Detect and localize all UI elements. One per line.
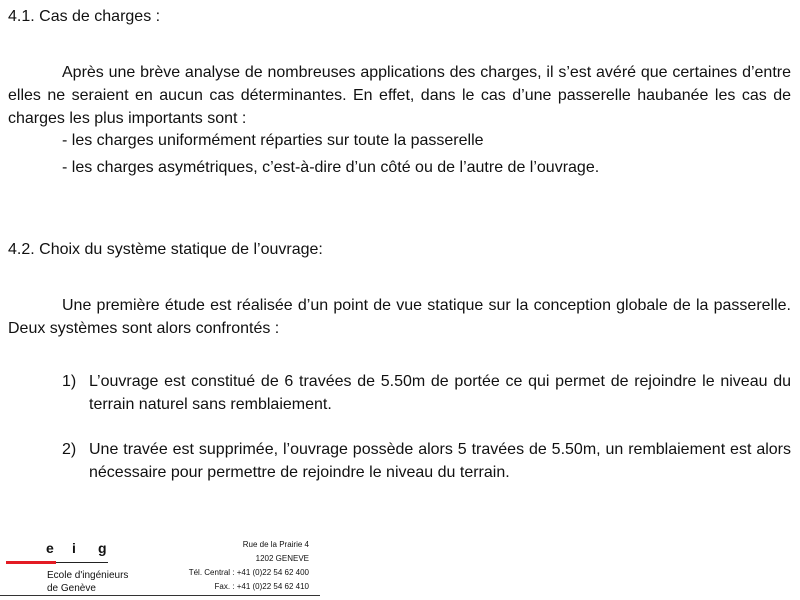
logo-letter-e: e: [46, 540, 54, 556]
list-item-uniform-loads: - les charges uniformément réparties sur toute la passerelle: [62, 132, 484, 149]
footer-divider: [0, 595, 320, 596]
address-phone: Tél. Central : +41 (0)22 54 62 400: [188, 568, 309, 577]
list-item-option-2: [62, 438, 791, 484]
section-heading-4-1: 4.1. Cas de charges :: [8, 8, 161, 25]
list-item-option-1: [62, 370, 791, 416]
logo-letter-g: g: [98, 540, 107, 556]
list-number: 1): [62, 373, 77, 390]
logo-rule: [56, 562, 108, 563]
school-name-line2: de Genève: [47, 583, 96, 594]
list-item-text: L’ouvrage est constitué de 6 travées de 5.50m de portée ce qui permet de rejoindre le niveau du terrain naturel sans remblaiement.: [89, 373, 791, 413]
section-heading-4-2: 4.2. Choix du système statique de l’ouvrage:: [8, 241, 323, 258]
address-fax: Fax. : +41 (0)22 54 62 410: [214, 582, 309, 591]
list-number: 2): [62, 441, 77, 458]
page-footer: [0, 530, 800, 600]
list-item-asymmetric-loads: - les charges asymétriques, c’est-à-dire d’un côté ou de l’autre de l’ouvrage.: [62, 159, 600, 176]
section-4-1-paragraph: Après une brève analyse de nombreuses applications des charges, il s’est avéré que certaines d’entre elles ne seraient en aucun cas déterminantes. En effet, dans le cas d’une passerelle haubanée les cas de charges les plus importants sont :: [8, 64, 791, 127]
logo-red-bar: [6, 561, 56, 564]
address-city: 1202 GENEVE: [255, 554, 309, 563]
logo-letter-i: i: [72, 540, 76, 556]
list-item-text: Une travée est supprimée, l’ouvrage possède alors 5 travées de 5.50m, un remblaiement est alors nécessaire pour permettre de rejoindre le niveau du terrain.: [89, 441, 791, 481]
school-address: [189, 538, 309, 594]
address-street: Rue de la Prairie 4: [242, 540, 309, 549]
school-name: [47, 569, 128, 595]
section-4-2-paragraph: Une première étude est réalisée d’un point de vue statique sur la conception globale de la passerelle. Deux systèmes sont alors confrontés :: [8, 297, 791, 337]
school-name-line1: Ecole d'ingénieurs: [47, 570, 129, 581]
